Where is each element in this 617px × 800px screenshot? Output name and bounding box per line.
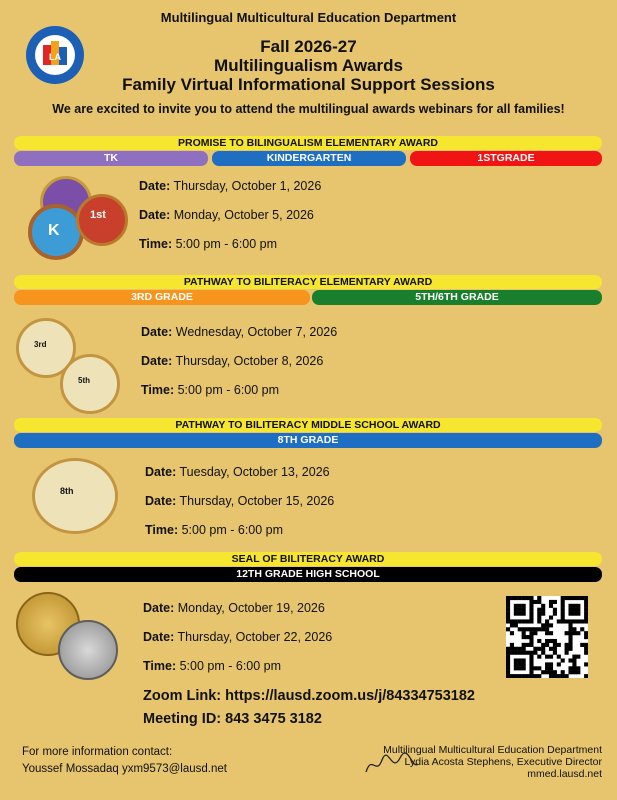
medal-3rd-label: 3rd	[34, 340, 47, 349]
medal-5th	[60, 354, 120, 414]
s2-time: Time: 5:00 pm - 6:00 pm	[141, 383, 280, 397]
contact-info[interactable]: Youssef Mossadaq yxm9573@lausd.net	[22, 763, 227, 775]
section-3-medals	[32, 458, 122, 534]
section-4-title: SEAL OF BILITERACY AWARD	[14, 552, 602, 566]
grade-5th-6th: 5TH/6TH GRADE	[312, 290, 602, 305]
svg-text:LA: LA	[49, 52, 61, 62]
title-line-2: Multilingualism Awards	[214, 56, 403, 75]
department-name: Multilingual Multicultural Education Department	[160, 10, 457, 25]
s4-time: Time: 5:00 pm - 6:00 pm	[143, 659, 282, 673]
grade-1st: 1STGRADE	[410, 151, 602, 166]
medal-8th	[32, 458, 118, 534]
medal-1st-label: 1st	[90, 209, 106, 221]
medal-5th-label: 5th	[78, 376, 90, 385]
section-4-medals	[16, 592, 126, 682]
s2-date-2: Date: Thursday, October 8, 2026	[141, 354, 324, 368]
section-2-medals	[16, 318, 126, 410]
zoom-link[interactable]: Zoom Link: https://lausd.zoom.us/j/84334753182	[143, 688, 475, 704]
s4-date-2: Date: Thursday, October 22, 2026	[143, 630, 333, 644]
s3-date-1: Date: Tuesday, October 13, 2026	[145, 465, 330, 479]
medal-silver-seal	[58, 620, 118, 680]
s3-time: Time: 5:00 pm - 6:00 pm	[145, 523, 284, 537]
s1-date-2: Date: Monday, October 5, 2026	[139, 208, 314, 222]
medal-k-label: K	[48, 222, 60, 239]
contact-label: For more information contact:	[22, 746, 173, 758]
signature	[362, 750, 422, 780]
section-3-title: PATHWAY TO BILITERACY MIDDLE SCHOOL AWARD	[14, 418, 602, 432]
s1-time: Time: 5:00 pm - 6:00 pm	[139, 237, 278, 251]
title-line-1: Fall 2026-27	[260, 37, 357, 56]
grade-tk: TK	[14, 151, 208, 166]
s3-date-2: Date: Thursday, October 15, 2026	[145, 494, 335, 508]
footer-director: Lydia Acosta Stephens, Executive Director	[404, 756, 602, 768]
s4-date-1: Date: Monday, October 19, 2026	[143, 601, 325, 615]
medal-8th-label: 8th	[60, 486, 74, 496]
footer-site[interactable]: mmed.lausd.net	[527, 768, 602, 780]
qr-code[interactable]	[506, 596, 588, 678]
section-2-title: PATHWAY TO BILITERACY ELEMENTARY AWARD	[14, 275, 602, 289]
grade-kindergarten: KINDERGARTEN	[212, 151, 406, 166]
grade-8th: 8TH GRADE	[14, 433, 602, 448]
qr-code-icon	[506, 596, 588, 678]
meeting-id: Meeting ID: 843 3475 3182	[143, 711, 322, 727]
section-1-title: PROMISE TO BILINGUALISM ELEMENTARY AWARD	[14, 136, 602, 150]
section-1-medals	[26, 176, 126, 264]
grade-3rd: 3RD GRADE	[14, 290, 310, 305]
grade-12th: 12TH GRADE HIGH SCHOOL	[14, 567, 602, 582]
invite-text: We are excited to invite you to attend the multilingual awards webinars for all families!	[52, 102, 565, 116]
s1-date-1: Date: Thursday, October 1, 2026	[139, 179, 322, 193]
s2-date-1: Date: Wednesday, October 7, 2026	[141, 325, 338, 339]
title-line-3: Family Virtual Informational Support Sessions	[122, 75, 495, 94]
footer-dept: Multilingual Multicultural Education Department	[383, 744, 602, 756]
